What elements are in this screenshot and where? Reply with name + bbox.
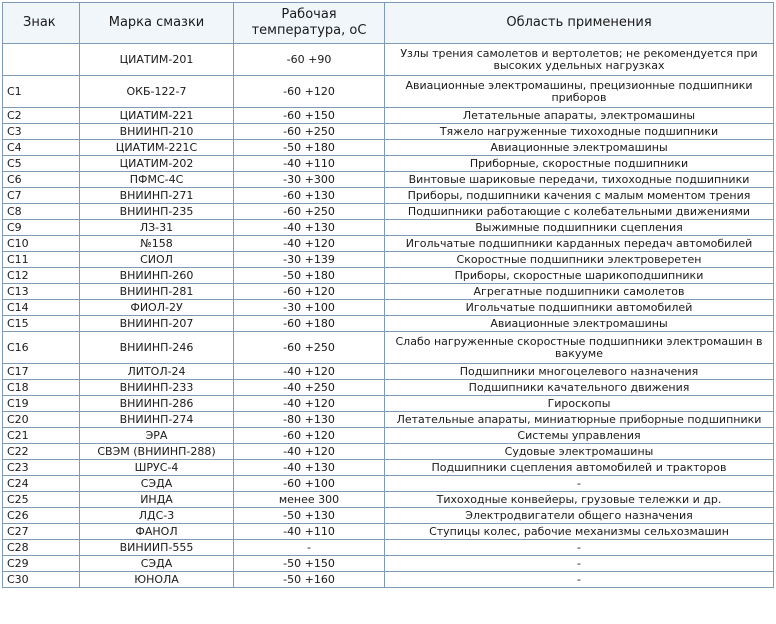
cell-temp: -50 +180 (234, 140, 385, 156)
cell-temp: -40 +120 (234, 364, 385, 380)
cell-mark: ФИОЛ-2У (80, 300, 234, 316)
table-header-row (3, 3, 774, 44)
table-row (3, 252, 774, 268)
cell-temp: -30 +100 (234, 300, 385, 316)
cell-area: Авиационные электромашины (385, 140, 774, 156)
cell-mark: СЭДА (80, 556, 234, 572)
cell-temp: -40 +120 (234, 236, 385, 252)
cell-sign: C21 (3, 428, 80, 444)
cell-mark: ЦИАТИМ-221С (80, 140, 234, 156)
cell-mark: ВНИИНП-281 (80, 284, 234, 300)
cell-temp: -60 +250 (234, 332, 385, 364)
cell-temp: -50 +160 (234, 572, 385, 588)
cell-temp: -60 +100 (234, 476, 385, 492)
cell-sign: C15 (3, 316, 80, 332)
cell-sign: C12 (3, 268, 80, 284)
table-row (3, 284, 774, 300)
table-row (3, 316, 774, 332)
cell-area: Гироскопы (385, 396, 774, 412)
table-row (3, 444, 774, 460)
cell-temp: -30 +300 (234, 172, 385, 188)
cell-temp: -60 +90 (234, 44, 385, 76)
table-row (3, 476, 774, 492)
cell-area: Подшипники многоцелевого назначения (385, 364, 774, 380)
cell-sign: C11 (3, 252, 80, 268)
cell-area: Авиационные электромашины (385, 316, 774, 332)
cell-temp: -30 +139 (234, 252, 385, 268)
cell-area: - (385, 556, 774, 572)
cell-temp: -60 +120 (234, 284, 385, 300)
cell-mark: ВНИИНП-274 (80, 412, 234, 428)
cell-mark: ЛДС-3 (80, 508, 234, 524)
cell-area: - (385, 476, 774, 492)
cell-sign: C9 (3, 220, 80, 236)
lubricants-table (2, 2, 774, 588)
cell-area: Приборные, скоростные подшипники (385, 156, 774, 172)
cell-area: Приборы, скоростные шарикоподшипники (385, 268, 774, 284)
table-row (3, 460, 774, 476)
table-row (3, 172, 774, 188)
table-row (3, 124, 774, 140)
table-row (3, 140, 774, 156)
cell-temp: -50 +150 (234, 556, 385, 572)
cell-sign: C16 (3, 332, 80, 364)
cell-mark: ИНДА (80, 492, 234, 508)
cell-area: Скоростные подшипники электроверетен (385, 252, 774, 268)
cell-area: Судовые электромашины (385, 444, 774, 460)
table-row (3, 508, 774, 524)
cell-sign: C10 (3, 236, 80, 252)
table-row (3, 44, 774, 76)
cell-area: Узлы трения самолетов и вертолетов; не рекомендуется при высоких удельных нагрузках (385, 44, 774, 76)
cell-mark: ЦИАТИМ-201 (80, 44, 234, 76)
cell-mark: ФАНОЛ (80, 524, 234, 540)
cell-mark: ВНИИНП-235 (80, 204, 234, 220)
cell-area: Авиационные электромашины, прецизионные подшипники приборов (385, 76, 774, 108)
cell-temp: -60 +130 (234, 188, 385, 204)
header-temp: Рабочая температура, oC (234, 3, 385, 44)
table-row (3, 156, 774, 172)
cell-mark: ВНИИНП-210 (80, 124, 234, 140)
cell-temp: -40 +130 (234, 460, 385, 476)
cell-temp: -80 +130 (234, 412, 385, 428)
header-area: Область применения (385, 3, 774, 44)
cell-mark: ПФМС-4С (80, 172, 234, 188)
cell-mark: ОКБ-122-7 (80, 76, 234, 108)
cell-mark: ЭРА (80, 428, 234, 444)
cell-sign: C23 (3, 460, 80, 476)
cell-sign: C20 (3, 412, 80, 428)
cell-area: Выжимные подшипники сцепления (385, 220, 774, 236)
cell-temp: -50 +180 (234, 268, 385, 284)
cell-area: Подшипники сцепления автомобилей и тракторов (385, 460, 774, 476)
table-row (3, 412, 774, 428)
cell-temp: -60 +150 (234, 108, 385, 124)
cell-mark: ШРУС-4 (80, 460, 234, 476)
cell-mark: ВИНИИП-555 (80, 540, 234, 556)
cell-sign: C7 (3, 188, 80, 204)
cell-temp: -40 +110 (234, 524, 385, 540)
cell-temp: -40 +130 (234, 220, 385, 236)
cell-sign: C14 (3, 300, 80, 316)
cell-mark: ЛЗ-31 (80, 220, 234, 236)
cell-temp: -60 +250 (234, 124, 385, 140)
cell-sign: C18 (3, 380, 80, 396)
cell-sign: C30 (3, 572, 80, 588)
cell-mark: СЭДА (80, 476, 234, 492)
cell-mark: ЛИТОЛ-24 (80, 364, 234, 380)
cell-temp: -40 +120 (234, 444, 385, 460)
cell-mark: ЦИАТИМ-221 (80, 108, 234, 124)
table-row (3, 188, 774, 204)
cell-mark: №158 (80, 236, 234, 252)
cell-mark: ВНИИНП-260 (80, 268, 234, 284)
cell-area: Агрегатные подшипники самолетов (385, 284, 774, 300)
cell-area: Тяжело нагруженные тихоходные подшипники (385, 124, 774, 140)
cell-sign: C25 (3, 492, 80, 508)
cell-sign: C13 (3, 284, 80, 300)
cell-sign: C3 (3, 124, 80, 140)
table-row (3, 380, 774, 396)
cell-area: Игольчатые подшипники карданных передач автомобилей (385, 236, 774, 252)
cell-mark: СИОЛ (80, 252, 234, 268)
table-row (3, 396, 774, 412)
cell-sign: C17 (3, 364, 80, 380)
cell-sign: C26 (3, 508, 80, 524)
cell-temp: -60 +250 (234, 204, 385, 220)
cell-area: Игольчатые подшипники автомобилей (385, 300, 774, 316)
cell-sign: C8 (3, 204, 80, 220)
cell-sign: C22 (3, 444, 80, 460)
table-row (3, 540, 774, 556)
cell-area: Подшипники качательного движения (385, 380, 774, 396)
cell-sign: C6 (3, 172, 80, 188)
cell-sign: C5 (3, 156, 80, 172)
cell-area: Летательные апараты, миниатюрные приборные подшипники (385, 412, 774, 428)
table-row (3, 492, 774, 508)
cell-temp: -40 +250 (234, 380, 385, 396)
cell-temp: - (234, 540, 385, 556)
cell-area: Подшипники работающие с колебательными движениями (385, 204, 774, 220)
table-row (3, 268, 774, 284)
cell-temp: -50 +130 (234, 508, 385, 524)
table-row (3, 332, 774, 364)
cell-area: Системы управления (385, 428, 774, 444)
cell-temp: -60 +120 (234, 428, 385, 444)
cell-sign: C1 (3, 76, 80, 108)
cell-mark: ЮНОЛА (80, 572, 234, 588)
table-row (3, 236, 774, 252)
cell-area: - (385, 540, 774, 556)
table-row (3, 220, 774, 236)
table-row (3, 524, 774, 540)
cell-mark: ВНИИНП-233 (80, 380, 234, 396)
cell-sign (3, 44, 80, 76)
cell-mark: ВНИИНП-271 (80, 188, 234, 204)
cell-sign: C4 (3, 140, 80, 156)
cell-temp: -40 +120 (234, 396, 385, 412)
table-row (3, 364, 774, 380)
table-body (3, 44, 774, 588)
cell-area: Тихоходные конвейеры, грузовые тележки и др. (385, 492, 774, 508)
cell-area: Ступицы колес, рабочие механизмы сельхозмашин (385, 524, 774, 540)
cell-temp: менее 300 (234, 492, 385, 508)
cell-mark: СВЭМ (ВНИИНП-288) (80, 444, 234, 460)
cell-sign: C29 (3, 556, 80, 572)
header-mark: Марка смазки (80, 3, 234, 44)
header-sign: Знак (3, 3, 80, 44)
cell-sign: C19 (3, 396, 80, 412)
cell-mark: ВНИИНП-246 (80, 332, 234, 364)
cell-sign: C24 (3, 476, 80, 492)
cell-area: - (385, 572, 774, 588)
table-row (3, 108, 774, 124)
cell-temp: -60 +120 (234, 76, 385, 108)
cell-mark: ЦИАТИМ-202 (80, 156, 234, 172)
table-row (3, 572, 774, 588)
cell-area: Слабо нагруженные скоростные подшипники электромашин в вакууме (385, 332, 774, 364)
table-row (3, 204, 774, 220)
cell-area: Приборы, подшипники качения с малым моментом трения (385, 188, 774, 204)
cell-sign: C28 (3, 540, 80, 556)
cell-area: Летательные апараты, электромашины (385, 108, 774, 124)
cell-sign: C2 (3, 108, 80, 124)
cell-temp: -40 +110 (234, 156, 385, 172)
cell-mark: ВНИИНП-286 (80, 396, 234, 412)
cell-mark: ВНИИНП-207 (80, 316, 234, 332)
cell-sign: C27 (3, 524, 80, 540)
table-row (3, 428, 774, 444)
table-row (3, 300, 774, 316)
cell-temp: -60 +180 (234, 316, 385, 332)
cell-area: Электродвигатели общего назначения (385, 508, 774, 524)
cell-area: Винтовые шариковые передачи, тихоходные подшипники (385, 172, 774, 188)
table-row (3, 556, 774, 572)
table-row (3, 76, 774, 108)
